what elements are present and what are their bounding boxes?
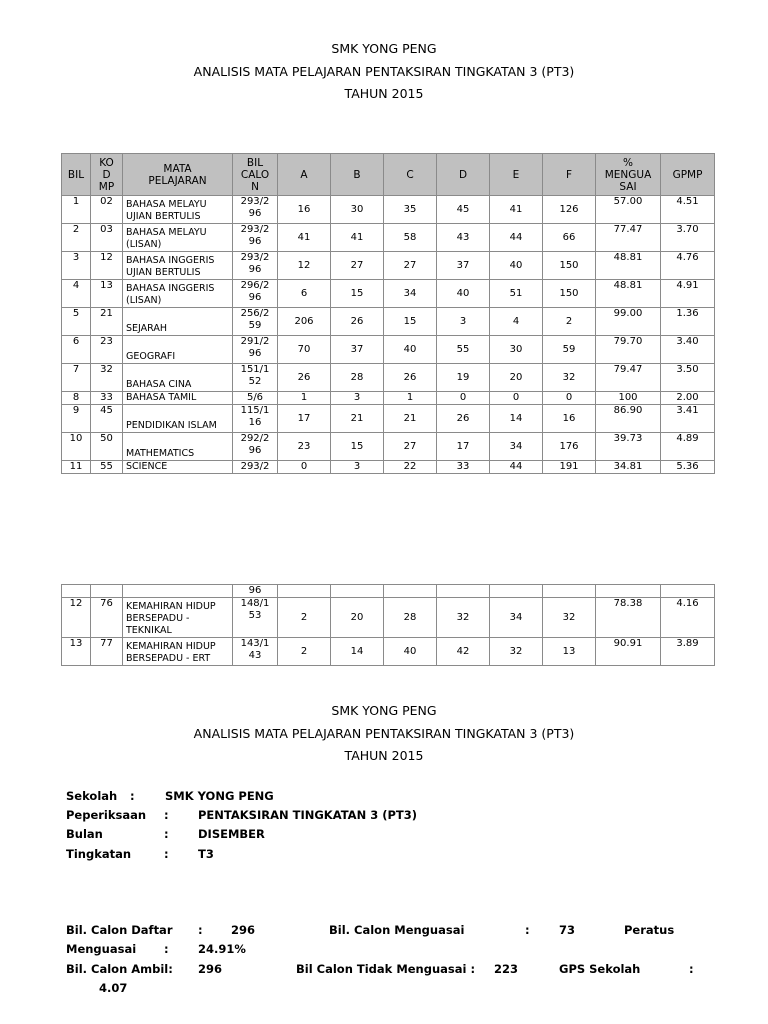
kod-cell: 13 bbox=[91, 280, 123, 308]
kod-cell: 55 bbox=[91, 461, 123, 474]
grade-b-cell: 30 bbox=[331, 196, 384, 224]
grade-b-cell: 41 bbox=[331, 224, 384, 252]
table-row bbox=[62, 336, 715, 364]
grade-a-cell: 2 bbox=[278, 598, 331, 638]
table-row bbox=[62, 196, 715, 224]
grade-d-cell: 17 bbox=[437, 433, 490, 461]
colon: : bbox=[130, 789, 135, 803]
results-table-continued bbox=[61, 584, 715, 666]
bil-cell: 13 bbox=[62, 638, 91, 666]
subject-cell: BAHASA MELAYU (LISAN) bbox=[123, 224, 233, 252]
grade-c-cell: 35 bbox=[384, 196, 437, 224]
percent-cell: 48.81 bbox=[596, 252, 661, 280]
header-b: B bbox=[331, 154, 384, 196]
calon-cell: 5/6 bbox=[233, 392, 278, 405]
table-row bbox=[62, 433, 715, 461]
colon: : bbox=[689, 962, 694, 976]
gpmp-cell: 5.36 bbox=[661, 461, 715, 474]
grade-c-cell: 1 bbox=[384, 392, 437, 405]
kod-cell: 03 bbox=[91, 224, 123, 252]
grade-a-cell: 206 bbox=[278, 308, 331, 336]
grade-d-cell: 33 bbox=[437, 461, 490, 474]
tidak-value: 223 bbox=[494, 962, 519, 976]
header-c: C bbox=[384, 154, 437, 196]
gpmp-cell: 3.50 bbox=[661, 364, 715, 392]
subject-cell: KEMAHIRAN HIDUP BERSEPADU - ERT bbox=[123, 638, 233, 666]
grade-d-cell: 3 bbox=[437, 308, 490, 336]
colon: : bbox=[164, 847, 169, 861]
menguasai-value: 73 bbox=[559, 923, 576, 937]
colon: : bbox=[164, 942, 169, 956]
grade-c-cell: 27 bbox=[384, 252, 437, 280]
bil-cell: 8 bbox=[62, 392, 91, 405]
gpmp-cell: 2.00 bbox=[661, 392, 715, 405]
kod-cell: 45 bbox=[91, 405, 123, 433]
calon-cell: 293/2 96 bbox=[233, 224, 278, 252]
gpmp-cell: 4.51 bbox=[661, 196, 715, 224]
grade-e-cell: 51 bbox=[490, 280, 543, 308]
percent-cell: 78.38 bbox=[596, 598, 661, 638]
bil-cell: 11 bbox=[62, 461, 91, 474]
bil-cell: 6 bbox=[62, 336, 91, 364]
grade-d-cell: 40 bbox=[437, 280, 490, 308]
percent-cell: 90.91 bbox=[596, 638, 661, 666]
grade-f-cell: 32 bbox=[543, 364, 596, 392]
calon-cell: 96 bbox=[233, 585, 278, 598]
grade-c-cell: 40 bbox=[384, 336, 437, 364]
results-table bbox=[61, 153, 715, 474]
percent-cell: 57.00 bbox=[596, 196, 661, 224]
tingkatan-label: Tingkatan bbox=[66, 847, 132, 861]
calon-cell: 293/2 bbox=[233, 461, 278, 474]
grade-b-cell: 15 bbox=[331, 433, 384, 461]
grade-f-cell: 2 bbox=[543, 308, 596, 336]
grade-a-cell: 16 bbox=[278, 196, 331, 224]
kod-cell: 12 bbox=[91, 252, 123, 280]
grade-a-cell: 1 bbox=[278, 392, 331, 405]
gpmp-cell: 4.76 bbox=[661, 252, 715, 280]
subject-cell: BAHASA INGGERIS UJIAN BERTULIS bbox=[123, 252, 233, 280]
grade-b-cell: 14 bbox=[331, 638, 384, 666]
subject-cell: KEMAHIRAN HIDUP BERSEPADU - TEKNIKAL bbox=[123, 598, 233, 638]
grade-d-cell: 42 bbox=[437, 638, 490, 666]
grade-a-cell: 12 bbox=[278, 252, 331, 280]
percent-cell: 48.81 bbox=[596, 280, 661, 308]
table-row bbox=[62, 224, 715, 252]
header-bil: BIL bbox=[62, 154, 91, 196]
subject-cell: PENDIDIKAN ISLAM bbox=[123, 405, 233, 433]
subject-cell: BAHASA MELAYU UJIAN BERTULIS bbox=[123, 196, 233, 224]
table-row bbox=[62, 280, 715, 308]
peperiksaan-value: PENTAKSIRAN TINGKATAN 3 (PT3) bbox=[198, 808, 417, 822]
gpmp-cell: 4.91 bbox=[661, 280, 715, 308]
header-mata-pelajaran: MATA PELAJARAN bbox=[123, 154, 233, 196]
header-menguasai: % MENGUA SAI bbox=[596, 154, 661, 196]
gps-label: GPS Sekolah bbox=[559, 962, 641, 976]
grade-b-cell: 37 bbox=[331, 336, 384, 364]
table-row bbox=[62, 598, 715, 638]
grade-e-cell: 44 bbox=[490, 224, 543, 252]
subject-cell: MATHEMATICS bbox=[123, 433, 233, 461]
grade-a-cell: 23 bbox=[278, 433, 331, 461]
percent-cell: 34.81 bbox=[596, 461, 661, 474]
grade-e-cell: 32 bbox=[490, 638, 543, 666]
grade-b-cell: 3 bbox=[331, 461, 384, 474]
grade-a-cell: 6 bbox=[278, 280, 331, 308]
calon-cell: 293/2 96 bbox=[233, 252, 278, 280]
percent-cell: 86.90 bbox=[596, 405, 661, 433]
grade-b-cell: 26 bbox=[331, 308, 384, 336]
grade-d-cell: 32 bbox=[437, 598, 490, 638]
grade-c-cell: 40 bbox=[384, 638, 437, 666]
calon-cell: 291/2 96 bbox=[233, 336, 278, 364]
calon-cell: 293/2 96 bbox=[233, 196, 278, 224]
table-row bbox=[62, 308, 715, 336]
kod-cell: 21 bbox=[91, 308, 123, 336]
grade-a-cell: 41 bbox=[278, 224, 331, 252]
percent-cell: 39.73 bbox=[596, 433, 661, 461]
calon-cell: 115/1 16 bbox=[233, 405, 278, 433]
bil-cell: 10 bbox=[62, 433, 91, 461]
bil-cell: 4 bbox=[62, 280, 91, 308]
grade-e-cell: 20 bbox=[490, 364, 543, 392]
grade-e-cell: 44 bbox=[490, 461, 543, 474]
grade-c-cell: 34 bbox=[384, 280, 437, 308]
report-year-2: TAHUN 2015 bbox=[344, 748, 424, 763]
grade-b-cell: 3 bbox=[331, 392, 384, 405]
table-row-continued bbox=[62, 585, 715, 598]
bil-cell: 5 bbox=[62, 308, 91, 336]
grade-c-cell: 15 bbox=[384, 308, 437, 336]
gpmp-cell: 3.89 bbox=[661, 638, 715, 666]
table-row bbox=[62, 638, 715, 666]
daftar-label: Bil. Calon Daftar bbox=[66, 923, 173, 937]
grade-d-cell: 45 bbox=[437, 196, 490, 224]
header-d: D bbox=[437, 154, 490, 196]
colon: : bbox=[164, 808, 169, 822]
percent-cell: 99.00 bbox=[596, 308, 661, 336]
grade-b-cell: 15 bbox=[331, 280, 384, 308]
bil-cell: 3 bbox=[62, 252, 91, 280]
grade-a-cell: 26 bbox=[278, 364, 331, 392]
grade-c-cell: 28 bbox=[384, 598, 437, 638]
grade-f-cell: 66 bbox=[543, 224, 596, 252]
grade-f-cell: 0 bbox=[543, 392, 596, 405]
gpmp-cell: 1.36 bbox=[661, 308, 715, 336]
grade-e-cell: 34 bbox=[490, 598, 543, 638]
school-name: SMK YONG PENG bbox=[331, 41, 437, 56]
grade-d-cell: 19 bbox=[437, 364, 490, 392]
table-row bbox=[62, 252, 715, 280]
grade-f-cell: 32 bbox=[543, 598, 596, 638]
report-title: ANALISIS MATA PELAJARAN PENTAKSIRAN TINGKATAN 3 (PT3) bbox=[193, 64, 575, 79]
grade-d-cell: 55 bbox=[437, 336, 490, 364]
peratus-value: 24.91% bbox=[198, 942, 246, 956]
grade-e-cell: 4 bbox=[490, 308, 543, 336]
calon-cell: 148/1 53 bbox=[233, 598, 278, 638]
subject-cell: SEJARAH bbox=[123, 308, 233, 336]
grade-d-cell: 37 bbox=[437, 252, 490, 280]
table-row bbox=[62, 392, 715, 405]
grade-d-cell: 26 bbox=[437, 405, 490, 433]
grade-e-cell: 40 bbox=[490, 252, 543, 280]
grade-c-cell: 58 bbox=[384, 224, 437, 252]
grade-a-cell: 17 bbox=[278, 405, 331, 433]
table-row bbox=[62, 461, 715, 474]
report-title-2: ANALISIS MATA PELAJARAN PENTAKSIRAN TINGKATAN 3 (PT3) bbox=[193, 726, 575, 741]
grade-e-cell: 34 bbox=[490, 433, 543, 461]
bulan-value: DISEMBER bbox=[198, 827, 265, 841]
subject-cell: BAHASA TAMIL bbox=[123, 392, 233, 405]
gpmp-cell: 3.70 bbox=[661, 224, 715, 252]
kod-cell: 50 bbox=[91, 433, 123, 461]
gpmp-cell: 3.41 bbox=[661, 405, 715, 433]
grade-d-cell: 0 bbox=[437, 392, 490, 405]
grade-c-cell: 21 bbox=[384, 405, 437, 433]
report-year: TAHUN 2015 bbox=[344, 86, 424, 101]
header-a: A bbox=[278, 154, 331, 196]
grade-b-cell: 21 bbox=[331, 405, 384, 433]
grade-c-cell: 22 bbox=[384, 461, 437, 474]
peperiksaan-label: Peperiksaan bbox=[66, 808, 147, 822]
grade-f-cell: 13 bbox=[543, 638, 596, 666]
ambil-value: 296 bbox=[198, 962, 223, 976]
colon: : bbox=[164, 827, 169, 841]
percent-cell: 77.47 bbox=[596, 224, 661, 252]
bil-cell: 9 bbox=[62, 405, 91, 433]
grade-a-cell: 0 bbox=[278, 461, 331, 474]
grade-c-cell: 27 bbox=[384, 433, 437, 461]
bil-cell: 1 bbox=[62, 196, 91, 224]
colon: : bbox=[525, 923, 530, 937]
ambil-label: Bil. Calon Ambil: bbox=[66, 962, 173, 976]
tingkatan-value: T3 bbox=[198, 847, 214, 861]
kod-cell: 76 bbox=[91, 598, 123, 638]
kod-cell: 02 bbox=[91, 196, 123, 224]
grade-b-cell: 28 bbox=[331, 364, 384, 392]
grade-d-cell: 43 bbox=[437, 224, 490, 252]
gpmp-cell: 4.16 bbox=[661, 598, 715, 638]
header-kod: KO D MP bbox=[91, 154, 123, 196]
kod-cell: 77 bbox=[91, 638, 123, 666]
grade-f-cell: 59 bbox=[543, 336, 596, 364]
header-bil-calon: BIL CALO N bbox=[233, 154, 278, 196]
subject-cell: BAHASA INGGERIS (LISAN) bbox=[123, 280, 233, 308]
grade-f-cell: 126 bbox=[543, 196, 596, 224]
subject-cell: SCIENCE bbox=[123, 461, 233, 474]
grade-f-cell: 16 bbox=[543, 405, 596, 433]
grade-f-cell: 150 bbox=[543, 252, 596, 280]
grade-b-cell: 27 bbox=[331, 252, 384, 280]
sekolah-label: Sekolah bbox=[66, 789, 118, 803]
calon-cell: 256/2 59 bbox=[233, 308, 278, 336]
peratus-label: Peratus bbox=[624, 923, 675, 937]
header-e: E bbox=[490, 154, 543, 196]
bil-cell: 2 bbox=[62, 224, 91, 252]
menguasai-label: Bil. Calon Menguasai bbox=[329, 923, 465, 937]
peratus-label-2: Menguasai bbox=[66, 942, 137, 956]
grade-b-cell: 20 bbox=[331, 598, 384, 638]
grade-a-cell: 70 bbox=[278, 336, 331, 364]
header-gpmp: GPMP bbox=[661, 154, 715, 196]
bulan-label: Bulan bbox=[66, 827, 103, 841]
subject-cell: BAHASA CINA bbox=[123, 364, 233, 392]
bil-cell: 12 bbox=[62, 598, 91, 638]
table-row bbox=[62, 405, 715, 433]
percent-cell: 100 bbox=[596, 392, 661, 405]
daftar-value: 296 bbox=[231, 923, 256, 937]
grade-a-cell: 2 bbox=[278, 638, 331, 666]
grade-f-cell: 150 bbox=[543, 280, 596, 308]
calon-cell: 143/1 43 bbox=[233, 638, 278, 666]
grade-c-cell: 26 bbox=[384, 364, 437, 392]
sekolah-value: SMK YONG PENG bbox=[165, 789, 274, 803]
percent-cell: 79.70 bbox=[596, 336, 661, 364]
bil-cell: 7 bbox=[62, 364, 91, 392]
colon: : bbox=[198, 923, 203, 937]
grade-e-cell: 0 bbox=[490, 392, 543, 405]
subject-cell: GEOGRAFI bbox=[123, 336, 233, 364]
kod-cell: 23 bbox=[91, 336, 123, 364]
school-name-2: SMK YONG PENG bbox=[331, 703, 437, 718]
calon-cell: 296/2 96 bbox=[233, 280, 278, 308]
grade-f-cell: 176 bbox=[543, 433, 596, 461]
grade-f-cell: 191 bbox=[543, 461, 596, 474]
calon-cell: 292/2 96 bbox=[233, 433, 278, 461]
percent-cell: 79.47 bbox=[596, 364, 661, 392]
tidak-label: Bil Calon Tidak Menguasai : bbox=[296, 962, 476, 976]
kod-cell: 33 bbox=[91, 392, 123, 405]
calon-cell: 151/1 52 bbox=[233, 364, 278, 392]
grade-e-cell: 14 bbox=[490, 405, 543, 433]
gps-value: 4.07 bbox=[99, 981, 128, 995]
gpmp-cell: 3.40 bbox=[661, 336, 715, 364]
kod-cell: 32 bbox=[91, 364, 123, 392]
grade-e-cell: 30 bbox=[490, 336, 543, 364]
header-f: F bbox=[543, 154, 596, 196]
gpmp-cell: 4.89 bbox=[661, 433, 715, 461]
grade-e-cell: 41 bbox=[490, 196, 543, 224]
table-row bbox=[62, 364, 715, 392]
